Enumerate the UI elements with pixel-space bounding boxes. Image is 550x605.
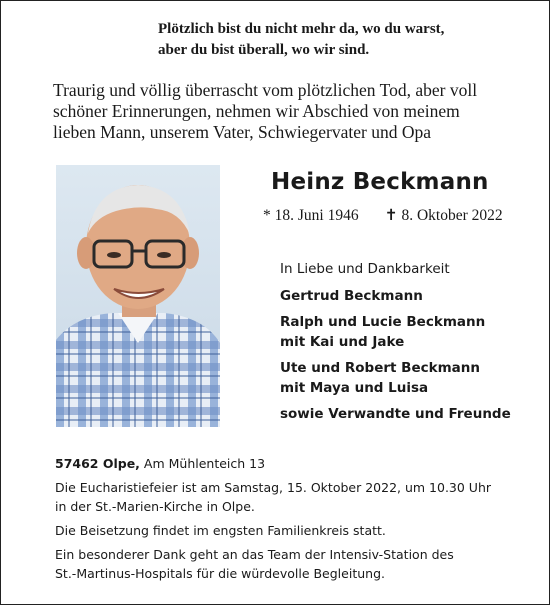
mourners-greeting: In Liebe und Dankbarkeit [280, 261, 450, 277]
portrait-illustration [56, 165, 220, 427]
mourner-entry [280, 404, 542, 424]
death-date: ✝ 8. Oktober 2022 [384, 207, 503, 224]
birth-date: * 18. Juni 1946 [263, 207, 359, 224]
mourner-line: mit Kai und Jake [280, 334, 405, 350]
address-city: 57462 Olpe, [55, 456, 140, 471]
mourners-list [280, 259, 542, 430]
thanks-line: St.-Martinus-Hospitals für die würdevolle Begleitung. [55, 566, 385, 581]
intro-line: Traurig und völlig überrascht vom plötzlichen Tod, aber voll [53, 80, 478, 100]
mass-notice [55, 478, 535, 516]
mourner-line: Ute und Robert Beckmann [280, 360, 480, 376]
mourner-line: sowie Verwandte und Freunde [280, 406, 511, 422]
mass-line: Die Eucharistiefeier ist am Samstag, 15. Oktober 2022, um 10.30 Uhr [55, 480, 492, 495]
intro-line: lieben Mann, unserem Vater, Schwiegervater und Opa [53, 122, 432, 142]
mass-line: in der St.-Marien-Kirche in Olpe. [55, 499, 255, 514]
burial-notice: Die Beisetzung findet im engsten Familienkreis statt. [55, 523, 386, 538]
quote-line: Plötzlich bist du nicht mehr da, wo du warst, [158, 21, 445, 37]
deceased-name: Heinz Beckmann [271, 169, 489, 195]
mourner-entry [280, 358, 542, 398]
address-street: Am Mühlenteich 13 [143, 456, 266, 471]
mourner-line: Ralph und Lucie Beckmann [280, 314, 486, 330]
notice-details [55, 454, 535, 588]
mourner-line: Gertrud Beckmann [280, 288, 423, 304]
thanks-notice [55, 545, 535, 583]
mourner-line: mit Maya und Luisa [280, 380, 429, 396]
mourner-entry [280, 286, 542, 306]
intro-line: schöner Erinnerungen, nehmen wir Abschied von meinem [53, 101, 460, 121]
thanks-line: Ein besonderer Dank geht an das Team der Intensiv-Station des [55, 547, 454, 562]
memorial-quote [158, 19, 538, 61]
quote-line: aber du bist überall, wo wir sind. [158, 42, 370, 58]
life-dates [263, 206, 543, 225]
mourner-entry [280, 312, 542, 352]
portrait-photo [56, 165, 220, 427]
intro-text [53, 80, 523, 143]
family-address [55, 454, 535, 473]
